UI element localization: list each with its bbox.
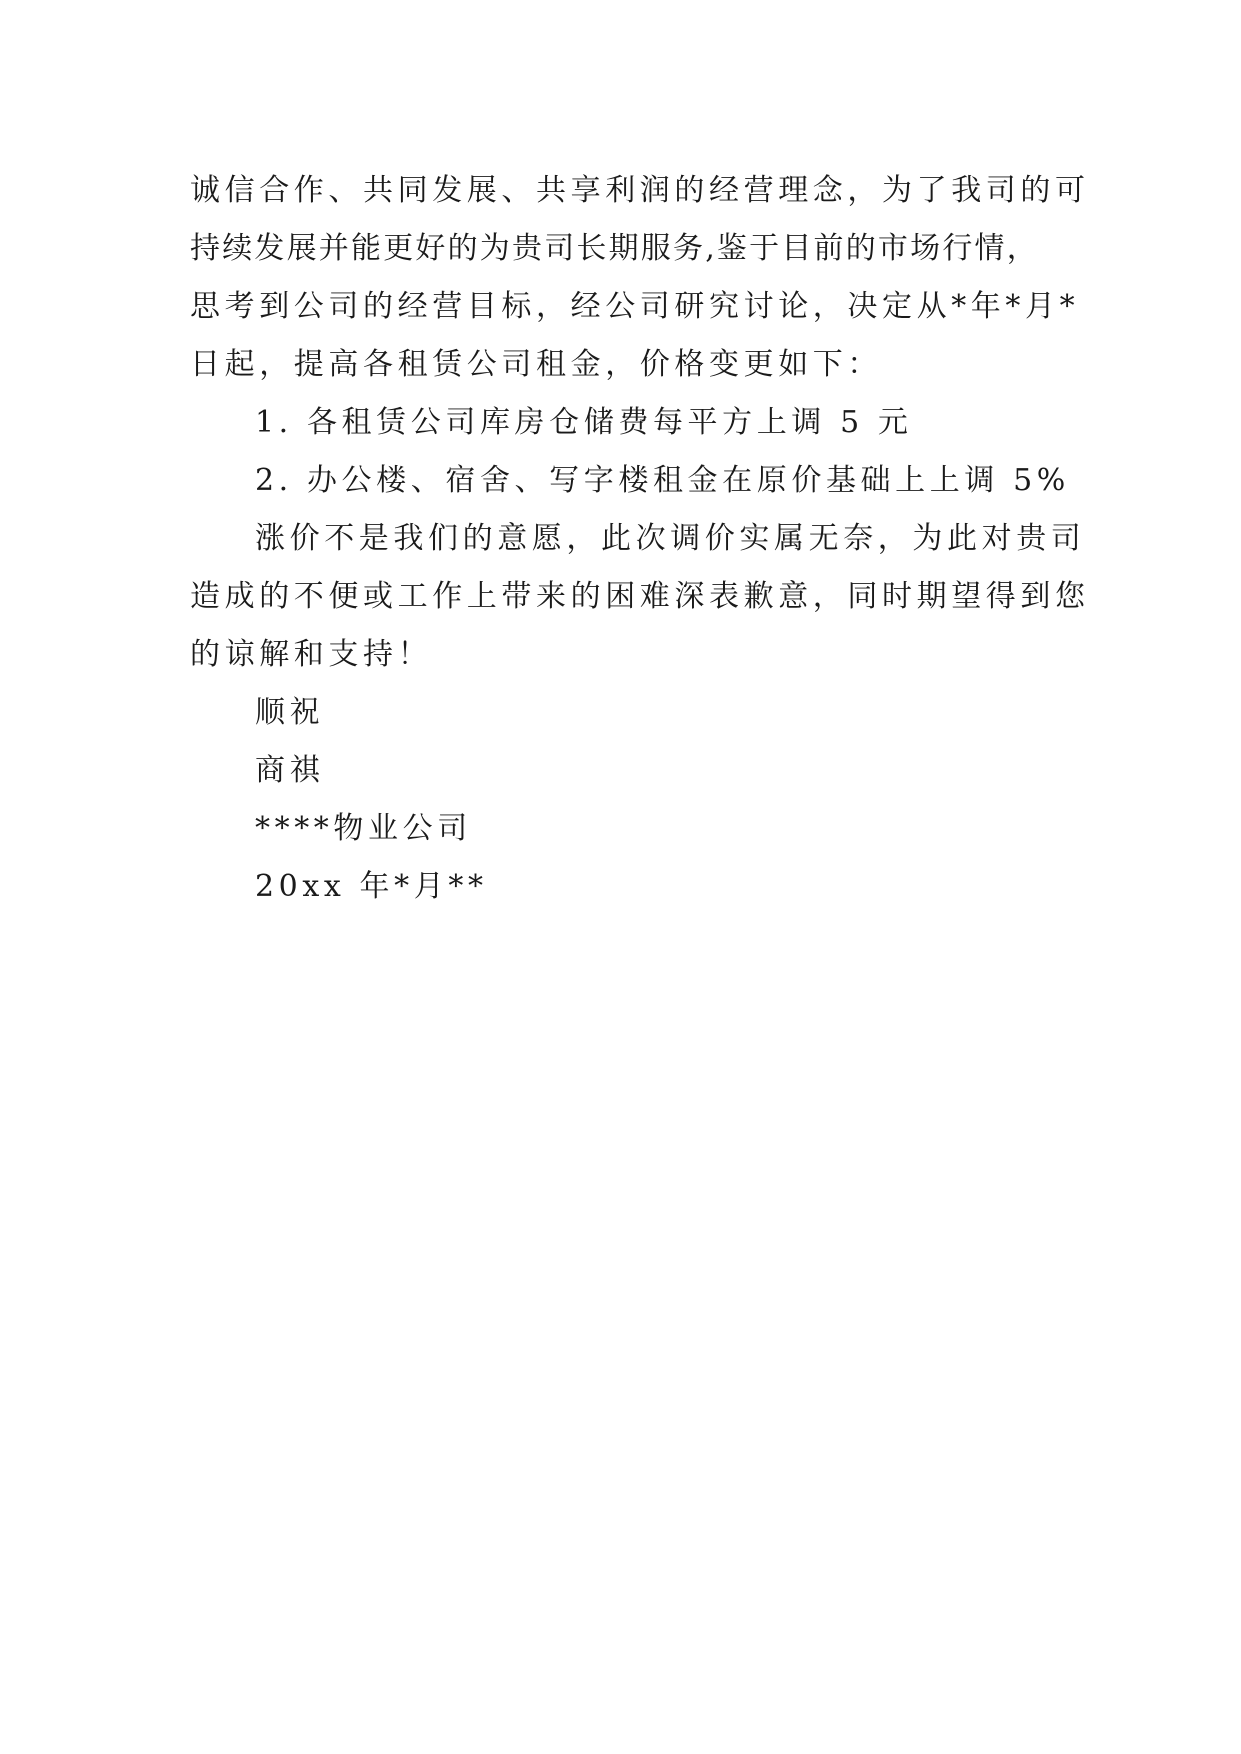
price-item: 1. 各租赁公司库房仓储费每平方上调 5 元	[255, 405, 913, 440]
closing-greeting: 商祺	[255, 753, 325, 788]
signature-company: ****物业公司	[255, 811, 472, 846]
intro-line: 持续发展并能更好的为贵司长期服务,鉴于目前的市场行情，	[190, 231, 1039, 266]
intro-line: 诚信合作、共同发展、共享利润的经营理念，为了我司的可	[190, 173, 1090, 208]
apology-line: 的谅解和支持！	[190, 637, 433, 672]
closing-phrase: 顺祝	[255, 695, 325, 730]
intro-line: 思考到公司的经营目标，经公司研究讨论，决定从*年*月*	[190, 289, 1080, 324]
apology-line: 造成的不便或工作上带来的困难深表歉意，同时期望得到您	[190, 579, 1090, 614]
intro-line: 日起，提高各租赁公司租金，价格变更如下：	[190, 347, 882, 382]
letter-body	[190, 162, 1090, 916]
price-item: 2. 办公楼、宿舍、写字楼租金在原价基础上上调 5%	[255, 463, 1070, 498]
signature-date: 20xx 年*月**	[255, 869, 488, 904]
apology-line: 涨价不是我们的意愿，此次调价实属无奈，为此对贵司	[255, 521, 1086, 556]
